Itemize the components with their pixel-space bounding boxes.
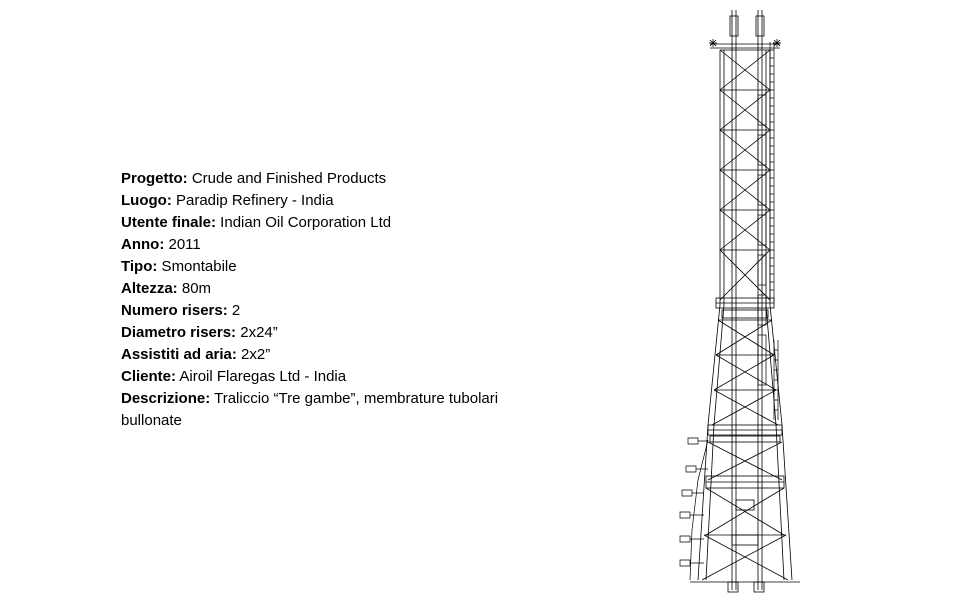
lower-bracing [702,442,788,580]
spec-value: Smontabile [157,258,237,275]
platform-middle [708,425,782,442]
spec-label: Descrizione: [121,390,211,407]
spec-label: Assistiti ad aria: [121,346,237,363]
spec-assistiti-ad-aria [121,344,551,366]
spec-value: 2011 [164,236,201,253]
spec-label: Tipo: [121,258,158,275]
spec-value: 2x2” [236,346,271,363]
spec-label: Progetto: [121,170,188,187]
spec-anno [121,234,551,256]
spec-label: Luogo: [121,192,172,209]
spec-label: Utente finale: [121,214,217,231]
platform-upper [716,298,774,318]
spec-descrizione [121,388,551,432]
spec-value: 2 [227,302,241,319]
spec-label: Numero risers: [121,302,228,319]
spec-value: Paradip Refinery - India [171,192,334,209]
spec-utente-finale [121,212,551,234]
spec-label: Anno: [121,236,165,253]
spec-progetto [121,168,551,190]
spec-altezza [121,278,551,300]
tower-legs [698,50,792,580]
spec-label: Diametro risers: [121,324,237,341]
spec-tipo [121,256,551,278]
side-flags [680,438,708,580]
spec-value: 2x24” [236,324,278,341]
project-specs [121,168,551,432]
tower-elevation-svg [670,10,820,600]
spec-value: 80m [177,280,212,297]
spec-value: Traliccio “Tre gambe”, membrature tubolari bullonate [121,390,499,429]
ladder-right [758,42,778,420]
spec-diametro-risers [121,322,551,344]
middle-bracing [712,320,778,425]
flare-tower-drawing [670,10,820,600]
spec-label: Altezza: [121,280,178,297]
spec-value: Indian Oil Corporation Ltd [216,214,392,231]
spec-luogo [121,190,551,212]
spec-value: Airoil Flaregas Ltd - India [176,368,347,385]
spec-numero-risers [121,300,551,322]
tower-base [690,582,800,592]
spec-cliente [121,366,551,388]
spec-label: Cliente: [121,368,177,385]
spec-value: Crude and Finished Products [187,170,387,187]
